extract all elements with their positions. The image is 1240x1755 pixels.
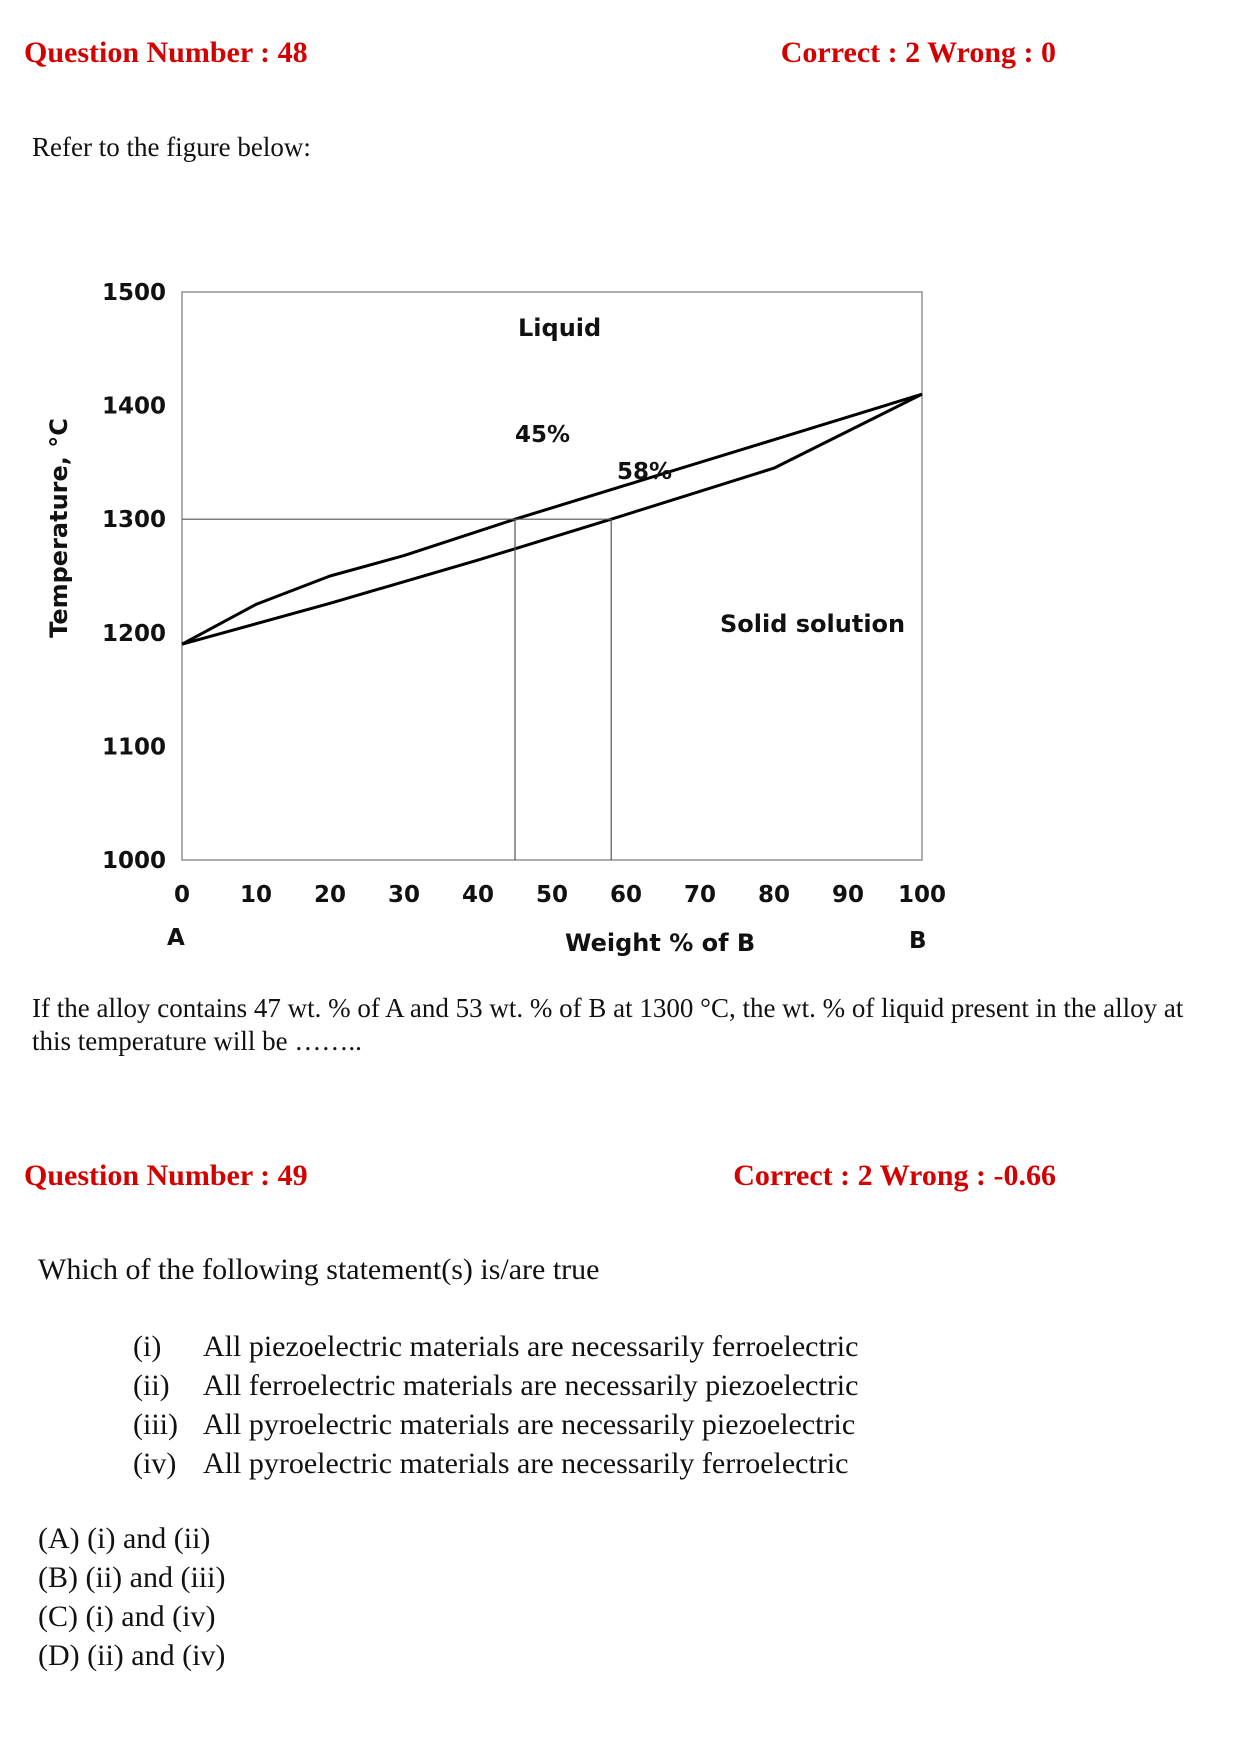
option-a[interactable]: (A) (i) and (ii) bbox=[38, 1522, 211, 1555]
option-d[interactable]: (D) (ii) and (iv) bbox=[38, 1639, 226, 1672]
x-tick-label: 30 bbox=[387, 882, 421, 908]
end-label-a: A bbox=[167, 925, 185, 951]
x-tick-label: 90 bbox=[831, 882, 865, 908]
x-tick-label: 100 bbox=[897, 882, 947, 908]
x-tick-label: 50 bbox=[535, 882, 569, 908]
phase-diagram bbox=[0, 250, 1240, 990]
x-tick-label: 80 bbox=[757, 882, 791, 908]
x-tick-label: 40 bbox=[461, 882, 495, 908]
region-label-liquid: Liquid bbox=[518, 314, 602, 342]
y-tick-label: 1100 bbox=[101, 734, 166, 761]
statement-number: (iii) bbox=[133, 1408, 178, 1441]
statement-number: (i) bbox=[133, 1330, 162, 1363]
option-c[interactable]: (C) (i) and (iv) bbox=[38, 1600, 216, 1633]
composition-label-45: 45% bbox=[515, 422, 571, 448]
question-49-score: Correct : 2 Wrong : -0.66 bbox=[733, 1159, 1056, 1192]
question-48-text: If the alloy contains 47 wt. % of A and 53 wt. % of B at 1300 °C, the wt. % of liquid present in the alloy at this temperature will be …….. bbox=[32, 993, 1184, 1056]
question-48-score: Correct : 2 Wrong : 0 bbox=[780, 36, 1056, 69]
question-49-heading: Question Number : 49 bbox=[24, 1159, 308, 1192]
x-tick-label: 10 bbox=[239, 882, 273, 908]
option-b[interactable]: (B) (ii) and (iii) bbox=[38, 1561, 226, 1594]
statement-4 bbox=[133, 1447, 848, 1481]
y-tick-label: 1000 bbox=[101, 848, 166, 874]
statement-text: All piezoelectric materials are necessarily ferroelectric bbox=[203, 1330, 859, 1363]
x-tick-label: 0 bbox=[173, 882, 191, 908]
statement-1 bbox=[133, 1330, 858, 1364]
statement-number: (ii) bbox=[133, 1369, 170, 1402]
x-tick-label: 20 bbox=[313, 882, 347, 908]
plot-frame bbox=[182, 292, 922, 860]
y-tick-label: 1500 bbox=[101, 280, 166, 306]
region-label-solid: Solid solution bbox=[720, 610, 906, 638]
y-axis-label: Temperature, °C bbox=[45, 418, 73, 638]
x-tick-label: 70 bbox=[683, 882, 717, 908]
y-tick-label: 1400 bbox=[101, 393, 166, 420]
question-48-heading: Question Number : 48 bbox=[24, 36, 308, 69]
x-axis-label: Weight % of B bbox=[565, 929, 756, 957]
x-tick-label: 60 bbox=[609, 882, 643, 908]
end-label-b: B bbox=[909, 928, 927, 954]
composition-label-58: 58% bbox=[617, 459, 673, 485]
statement-number: (iv) bbox=[133, 1447, 177, 1480]
statement-2 bbox=[133, 1369, 858, 1403]
statement-3 bbox=[133, 1408, 855, 1442]
statement-text: All pyroelectric materials are necessarily piezoelectric bbox=[203, 1408, 856, 1441]
y-tick-label: 1300 bbox=[101, 507, 166, 534]
statement-text: All ferroelectric materials are necessarily piezoelectric bbox=[203, 1369, 859, 1402]
y-tick-label: 1200 bbox=[101, 620, 166, 647]
question-48-intro: Refer to the figure below: bbox=[32, 132, 311, 162]
statement-text: All pyroelectric materials are necessarily ferroelectric bbox=[203, 1447, 849, 1480]
question-49-prompt: Which of the following statement(s) is/are true bbox=[38, 1253, 600, 1286]
